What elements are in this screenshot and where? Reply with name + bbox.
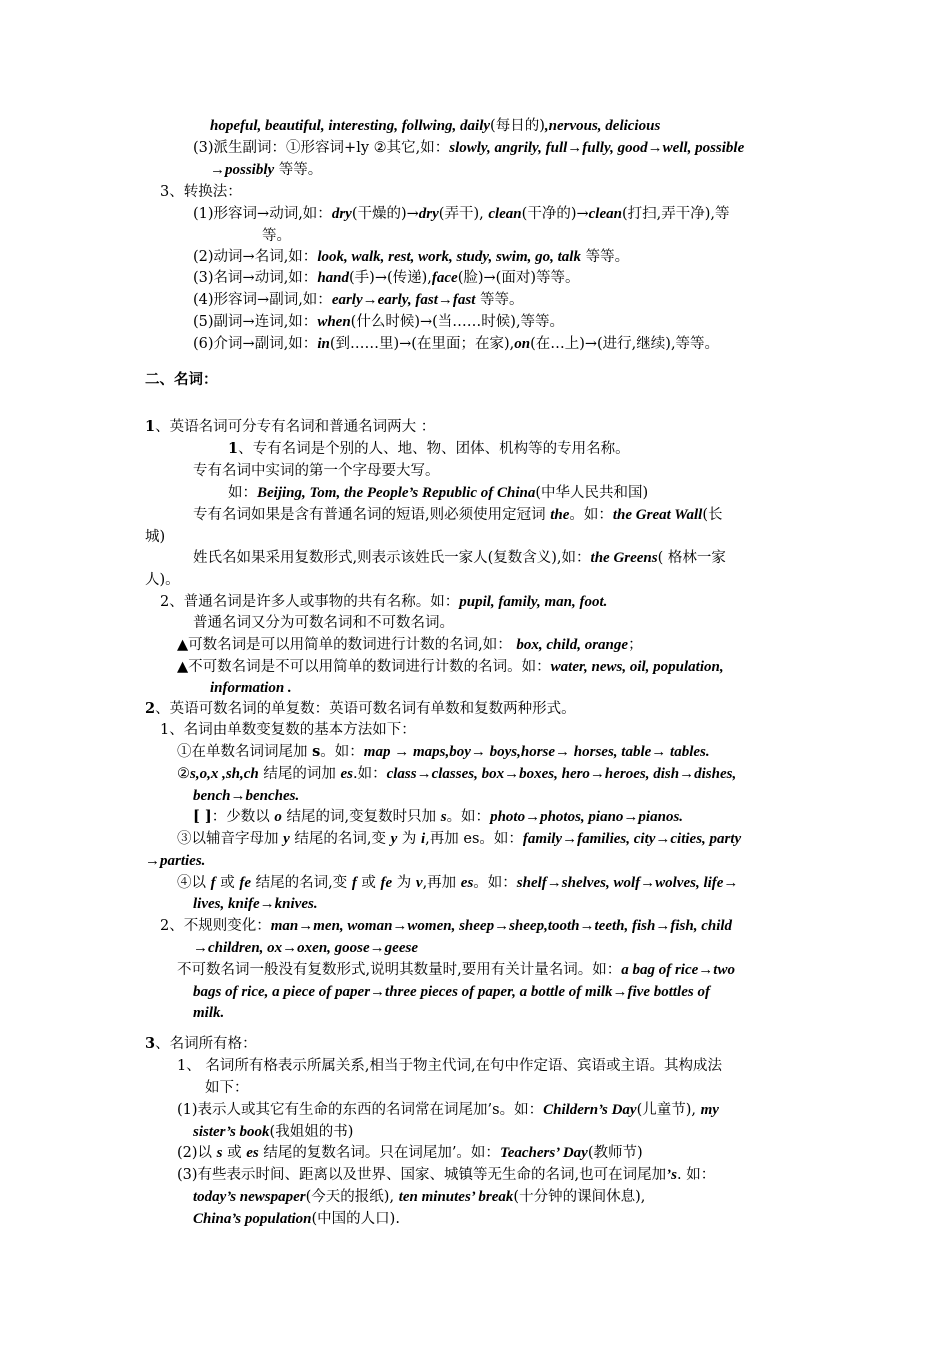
english-example: s: [440, 809, 447, 825]
body-text: 结尾的词,变复数时只加: [281, 809, 441, 825]
text-line: [160, 916, 732, 936]
text-line: [145, 1034, 257, 1054]
english-example: ten minutes’ break: [398, 1189, 514, 1205]
english-example: hand: [317, 270, 349, 286]
english-example: o: [274, 809, 282, 825]
english-example: ’s: [666, 1167, 677, 1183]
text-line: [145, 370, 218, 390]
english-example: v: [415, 875, 423, 891]
body-text: 、英语可数名词的单复数：英语可数名词有单数和复数两种形式。: [155, 701, 576, 717]
body-text: (干燥的)→: [351, 206, 419, 222]
text-line: [262, 226, 291, 246]
text-line: [193, 247, 629, 267]
english-example: s: [216, 1145, 223, 1161]
body-text: (6)介词→副词,如：: [193, 336, 318, 352]
text-line: [193, 982, 710, 1002]
english-example: the Great Wall: [612, 507, 703, 523]
english-example: fe: [380, 875, 393, 891]
body-text: ；: [628, 637, 643, 653]
text-line: [160, 592, 607, 612]
text-line: [193, 613, 454, 633]
english-example: dry: [331, 206, 352, 222]
body-text: 人)。: [145, 572, 180, 588]
body-text: 结尾的名词,变: [250, 875, 352, 891]
body-text: 专有名词中实词的第一个字母要大写。: [193, 463, 440, 479]
body-text: 或: [356, 875, 381, 891]
english-example: slowly, angrily, full→fully, good→well, possible: [449, 140, 745, 156]
body-text: (中国的人口).: [311, 1211, 400, 1227]
body-text: 。如：: [320, 744, 364, 760]
text-line: [193, 268, 579, 288]
english-example: hopeful, beautiful, interesting, follwing, daily: [210, 118, 491, 134]
body-text: .如：: [353, 766, 387, 782]
text-line: [210, 678, 292, 698]
english-example: today’s newspaper: [193, 1189, 306, 1205]
english-example: Teachers’ Day: [499, 1145, 588, 1161]
body-text: (干净的)→: [521, 206, 589, 222]
body-text: 、英语名词可分专有名词和普通名词两大 ：: [155, 419, 436, 435]
text-line: [145, 570, 180, 590]
body-text: 为: [392, 875, 416, 891]
body-text: (1)表示人或其它有生命的东西的名词常在词尾加’s。如：: [177, 1102, 544, 1118]
body-text: ▲可数名词是可以用简单的数词进行计数的名词,如：: [177, 637, 517, 653]
bold-text: s: [312, 743, 321, 760]
english-example: a bag of rice→two: [621, 962, 735, 978]
bold-text: [ ]: [193, 808, 212, 825]
text-line: [228, 439, 630, 459]
english-example: clean: [488, 206, 522, 222]
english-example: sister’s book: [193, 1124, 270, 1140]
body-text: 3、转换法：: [160, 184, 242, 200]
text-line: [193, 548, 726, 568]
text-line: [177, 1056, 722, 1076]
body-text: 结尾的名词,变: [289, 831, 391, 847]
body-text: (长: [702, 507, 723, 523]
english-example: China’s population: [193, 1211, 312, 1227]
english-example: f: [351, 875, 357, 891]
text-line: [228, 483, 648, 503]
text-line: [177, 1100, 719, 1120]
body-text: (1)形容词→动词,如：: [193, 206, 332, 222]
english-example: bench→benches.: [193, 788, 300, 804]
body-text: 等等。: [580, 249, 630, 265]
text-line: [177, 829, 741, 849]
text-line: [160, 720, 416, 740]
english-example: es: [340, 766, 353, 782]
english-example: y: [283, 831, 290, 847]
body-text: 结尾的复数名词。只在词尾加’。如：: [258, 1145, 500, 1161]
text-line: [193, 786, 299, 806]
english-example: Childern’s Day: [543, 1102, 637, 1118]
english-example: class→classes, box→boxes, hero→heroes, dish→dishes,: [386, 766, 737, 782]
text-line: [193, 290, 524, 310]
english-example: Beijing, Tom, the People’s Republic of China: [257, 485, 536, 501]
english-example: fe: [239, 875, 251, 891]
text-line: [193, 1003, 224, 1023]
english-example: milk.: [193, 1005, 225, 1021]
body-text: 普通名词又分为可数名词和不可数名词。: [193, 615, 454, 631]
text-line: [193, 138, 744, 158]
english-example: shelf→shelves, wolf→wolves, life→: [516, 875, 739, 891]
text-line: [193, 312, 564, 332]
english-example: bags of rice, a piece of paper→three pieces of paper, a bottle of milk→five bottles of: [193, 984, 710, 1000]
text-line: [193, 204, 730, 224]
english-example: lives, knife→knives.: [193, 896, 318, 912]
body-text: (我姐姐的书): [269, 1124, 354, 1140]
body-text: (2)以: [177, 1145, 217, 1161]
english-example: when: [317, 314, 351, 330]
body-text: (3)有些表示时间、距离以及世界、国家、城镇等无生命的名词,也可在词尾加: [177, 1167, 667, 1183]
body-text: 。如：: [446, 809, 491, 825]
english-example: on: [514, 336, 531, 352]
body-text: (3)派生副词：①形容词+ly ②其它,如：: [193, 140, 450, 156]
body-text: ：少数以: [211, 809, 275, 825]
body-text: 或: [222, 1145, 247, 1161]
body-text: (2)动词→名词,如：: [193, 249, 318, 265]
text-line: [193, 807, 683, 827]
body-text: (打扫,弄干净),等: [621, 206, 730, 222]
text-line: [177, 1165, 715, 1185]
bold-text: 2: [145, 700, 156, 717]
body-text: ④以: [177, 875, 211, 891]
body-text: 2、不规则变化：: [160, 918, 271, 934]
text-line: [210, 116, 660, 136]
body-text: (每日的): [490, 118, 545, 134]
body-text: ,再加 es。如：: [425, 831, 523, 847]
text-line: [193, 1122, 353, 1142]
text-line: [193, 461, 440, 481]
body-text: 如下：: [205, 1080, 249, 1096]
body-text: 。如：: [569, 507, 613, 523]
body-text: (教师节): [587, 1145, 643, 1161]
body-text: (弄干),: [438, 206, 489, 222]
text-line: [177, 635, 643, 655]
text-line: [205, 1078, 249, 1098]
body-text: 、名词所有格：: [155, 1036, 257, 1052]
body-text: (在…上)→(进行,继续),等等。: [530, 336, 720, 352]
text-line: [177, 657, 724, 677]
english-example: early→early, fast→fast: [331, 292, 476, 308]
english-example: man→men, woman→women, sheep→sheep,tooth→teeth, fish→fish, child: [270, 918, 733, 934]
body-text: 2、普通名词是许多人或事物的共有名称。如：: [160, 594, 460, 610]
body-text: 。如：: [473, 875, 517, 891]
english-example: →possibly: [210, 162, 275, 178]
body-text: 为: [397, 831, 421, 847]
text-line: [193, 894, 318, 914]
english-example: dry: [418, 206, 439, 222]
english-example: →parties.: [145, 853, 206, 869]
text-line: [193, 505, 723, 525]
body-text: ③以辅音字母加: [177, 831, 284, 847]
english-example: i: [421, 831, 426, 847]
english-example: ,nervous, delicious: [544, 118, 661, 134]
body-text: 等等。: [274, 162, 323, 178]
english-example: my: [700, 1102, 719, 1118]
body-text: (4)形容词→副词,如：: [193, 292, 332, 308]
english-example: →children, ox→oxen, goose→geese: [193, 940, 418, 956]
english-example: clean: [588, 206, 622, 222]
body-text: 1、名词由单数变复数的基本方法如下：: [160, 722, 416, 738]
text-line: [193, 1187, 645, 1207]
body-text: (到……里)→(在里面；在家),: [329, 336, 515, 352]
text-line: [177, 873, 738, 893]
body-text: 姓氏名如果采用复数形式,则表示该姓氏一家人(复数含义),如：: [193, 550, 591, 566]
text-line: [145, 699, 576, 719]
body-text: . 如：: [677, 1167, 716, 1183]
english-example: es: [460, 875, 474, 891]
body-text: 、专有名词是个别的人、地、物、团体、机构等的专用名称。: [238, 441, 630, 457]
english-example: es: [246, 1145, 259, 1161]
english-example: f: [210, 875, 216, 891]
body-text: 等。: [262, 228, 291, 244]
english-example: family→families, city→cities, party: [522, 831, 742, 847]
body-text: 城): [145, 529, 166, 545]
bold-text: 3: [145, 1035, 156, 1052]
bold-text: 1: [228, 440, 239, 457]
english-example: box, child, orange: [516, 637, 629, 653]
text-line: [177, 960, 735, 980]
english-example: map → maps,boy→ boys,horse→ horses, table→ tables.: [363, 744, 710, 760]
body-text: (十分钟的课间休息),: [513, 1189, 646, 1205]
body-text: 专有名词如果是含有普通名词的短语,则必须使用定冠词: [193, 507, 551, 523]
text-line: [177, 1143, 643, 1163]
body-text: (中华人民共和国): [535, 485, 649, 501]
text-line: [145, 417, 435, 437]
text-line: [145, 851, 205, 871]
body-text: ,再加: [422, 875, 461, 891]
english-example: face: [431, 270, 458, 286]
text-line: [145, 527, 165, 547]
english-example: in: [317, 336, 330, 352]
text-line: [210, 160, 322, 180]
english-example: y: [390, 831, 398, 847]
body-text: (什么时候)→(当……时候),等等。: [350, 314, 565, 330]
body-text: ▲不可数名词是不可以用简单的数词进行计数的名词。如：: [177, 659, 551, 675]
english-example: s,o,x ,sh,ch: [190, 766, 259, 782]
bold-text: 1: [145, 418, 156, 435]
bold-text: 二、名词：: [145, 371, 218, 388]
english-example: photo→photos, piano→pianos.: [490, 809, 684, 825]
body-text: (5)副词→连词,如：: [193, 314, 318, 330]
body-text: (脸)→(面对)等等。: [457, 270, 580, 286]
english-example: information .: [210, 680, 292, 696]
english-example: look, walk, rest, work, study, swim, go, talk: [317, 249, 581, 265]
body-text: 结尾的词加: [258, 766, 341, 782]
text-line: [177, 764, 736, 784]
body-text: (3)名词→动词,如：: [193, 270, 318, 286]
body-text: ①在单数名词词尾加: [177, 744, 313, 760]
text-line: [193, 938, 418, 958]
text-line: [193, 334, 719, 354]
english-example: water, news, oil, population,: [550, 659, 724, 675]
body-text: ②: [177, 766, 190, 782]
body-text: (今天的报纸),: [305, 1189, 399, 1205]
text-line: [160, 182, 242, 202]
body-text: 或: [215, 875, 240, 891]
text-line: [177, 742, 710, 762]
text-line: [193, 1209, 400, 1229]
english-example: pupil, family, man, foot.: [459, 594, 608, 610]
body-text: 如：: [228, 485, 257, 501]
body-text: 不可数名词一般没有复数形式,说明其数量时,要用有关计量名词。如：: [177, 962, 622, 978]
body-text: (手)→(传递),: [349, 270, 432, 286]
english-example: the: [550, 507, 570, 523]
english-example: the Greens: [590, 550, 658, 566]
body-text: ( 格林一家: [657, 550, 726, 566]
body-text: (儿童节),: [636, 1102, 701, 1118]
body-text: 1、 名词所有格表示所属关系,相当于物主代词,在句中作定语、宾语或主语。其构成法: [177, 1058, 723, 1074]
body-text: 等等。: [475, 292, 524, 308]
